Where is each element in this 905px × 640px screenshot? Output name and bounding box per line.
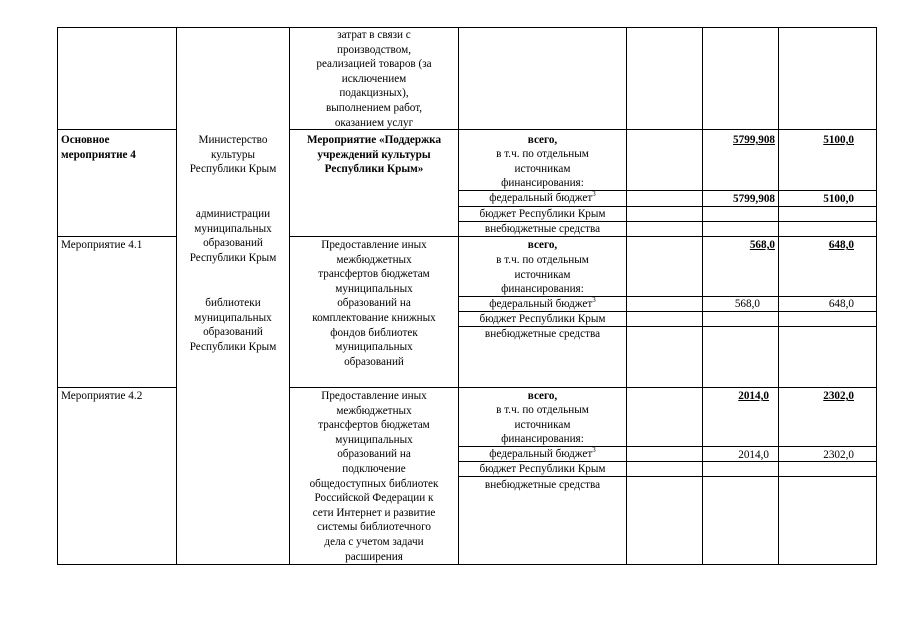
total-value-year-2: 2302,0 [823, 390, 854, 402]
source-incl-label: в т.ч. по отдельным источникам финансирования: [496, 404, 589, 446]
source-federal-label: федеральный бюджет$^3$ [489, 190, 596, 204]
row-divider [57, 387, 177, 388]
total-value-year-1: 5799,908 [733, 134, 775, 146]
source-total-label: всего, [527, 134, 558, 146]
source-republic-label: бюджет Республики Крым [479, 463, 606, 475]
measure-description-continued: затрат в связи с производством, реализацией товаров (за исключением подакцизных), выполнением работ, оказанием услуг [316, 29, 432, 129]
source-incl-label: в т.ч. по отдельным источникам финансирования: [496, 148, 589, 190]
source-total-label: всего, [527, 390, 558, 402]
row-divider [57, 129, 177, 130]
source-republic-label: бюджет Республики Крым [479, 208, 606, 220]
source-extra-label: внебюджетные средства [484, 223, 601, 235]
executor-libraries: библиотеки муниципальных образований Республики Крым [189, 297, 277, 353]
federal-value-year-2: 5100,0 [823, 193, 854, 205]
federal-value-year-2: 648,0 [828, 298, 854, 310]
table-border-left [57, 27, 58, 564]
federal-value-year-1: 568,0 [734, 298, 760, 310]
source-total-label: всего, [527, 239, 558, 251]
executor-administrations: администрации муниципальных образований Республики Крым [189, 208, 277, 264]
source-republic-label: бюджет Республики Крым [479, 313, 606, 325]
measure-4-1-title: Предоставление иных межбюджетных трансфертов бюджетам муниципальных образований на комплектование книжных фондов библиотек муниципальных образований [312, 239, 436, 368]
source-incl-label: в т.ч. по отдельным источникам финансирования: [496, 254, 589, 296]
measure-4-1-name: Мероприятие 4.1 [61, 239, 143, 251]
federal-value-year-1: 5799,908 [733, 193, 775, 205]
source-extra-label: внебюджетные средства [484, 479, 601, 491]
row-divider [57, 236, 177, 237]
source-federal-label: федеральный бюджет$^3$ [489, 296, 596, 310]
federal-value-year-1: 2014,0 [738, 449, 769, 461]
source-federal-label: федеральный бюджет$^3$ [489, 446, 596, 460]
table-border-bottom [57, 564, 877, 565]
total-value-year-2: 648,0 [828, 239, 854, 251]
measure-4-2-name: Мероприятие 4.2 [61, 390, 143, 402]
main-measure-name: Основное мероприятие 4 [61, 134, 136, 161]
total-value-year-1: 568,0 [749, 239, 775, 251]
executor-ministry: Министерство культуры Республики Крым [189, 134, 277, 176]
measure-4-2-title: Предоставление иных межбюджетных трансфертов бюджетам муниципальных образований на подключение общедоступных библиотек Российской Федерации к сети Интернет и развитие системы библиотечного дела с учетом задачи расширения [309, 390, 439, 563]
main-measure-title: Мероприятие «Поддержка учреждений культуры Республики Крым» [306, 134, 442, 176]
table-border-top [57, 27, 877, 28]
total-value-year-2: 5100,0 [823, 134, 854, 146]
source-extra-label: внебюджетные средства [484, 328, 601, 340]
total-value-year-1: 2014,0 [738, 390, 769, 402]
federal-value-year-2: 2302,0 [823, 449, 854, 461]
row-divider [289, 387, 877, 388]
